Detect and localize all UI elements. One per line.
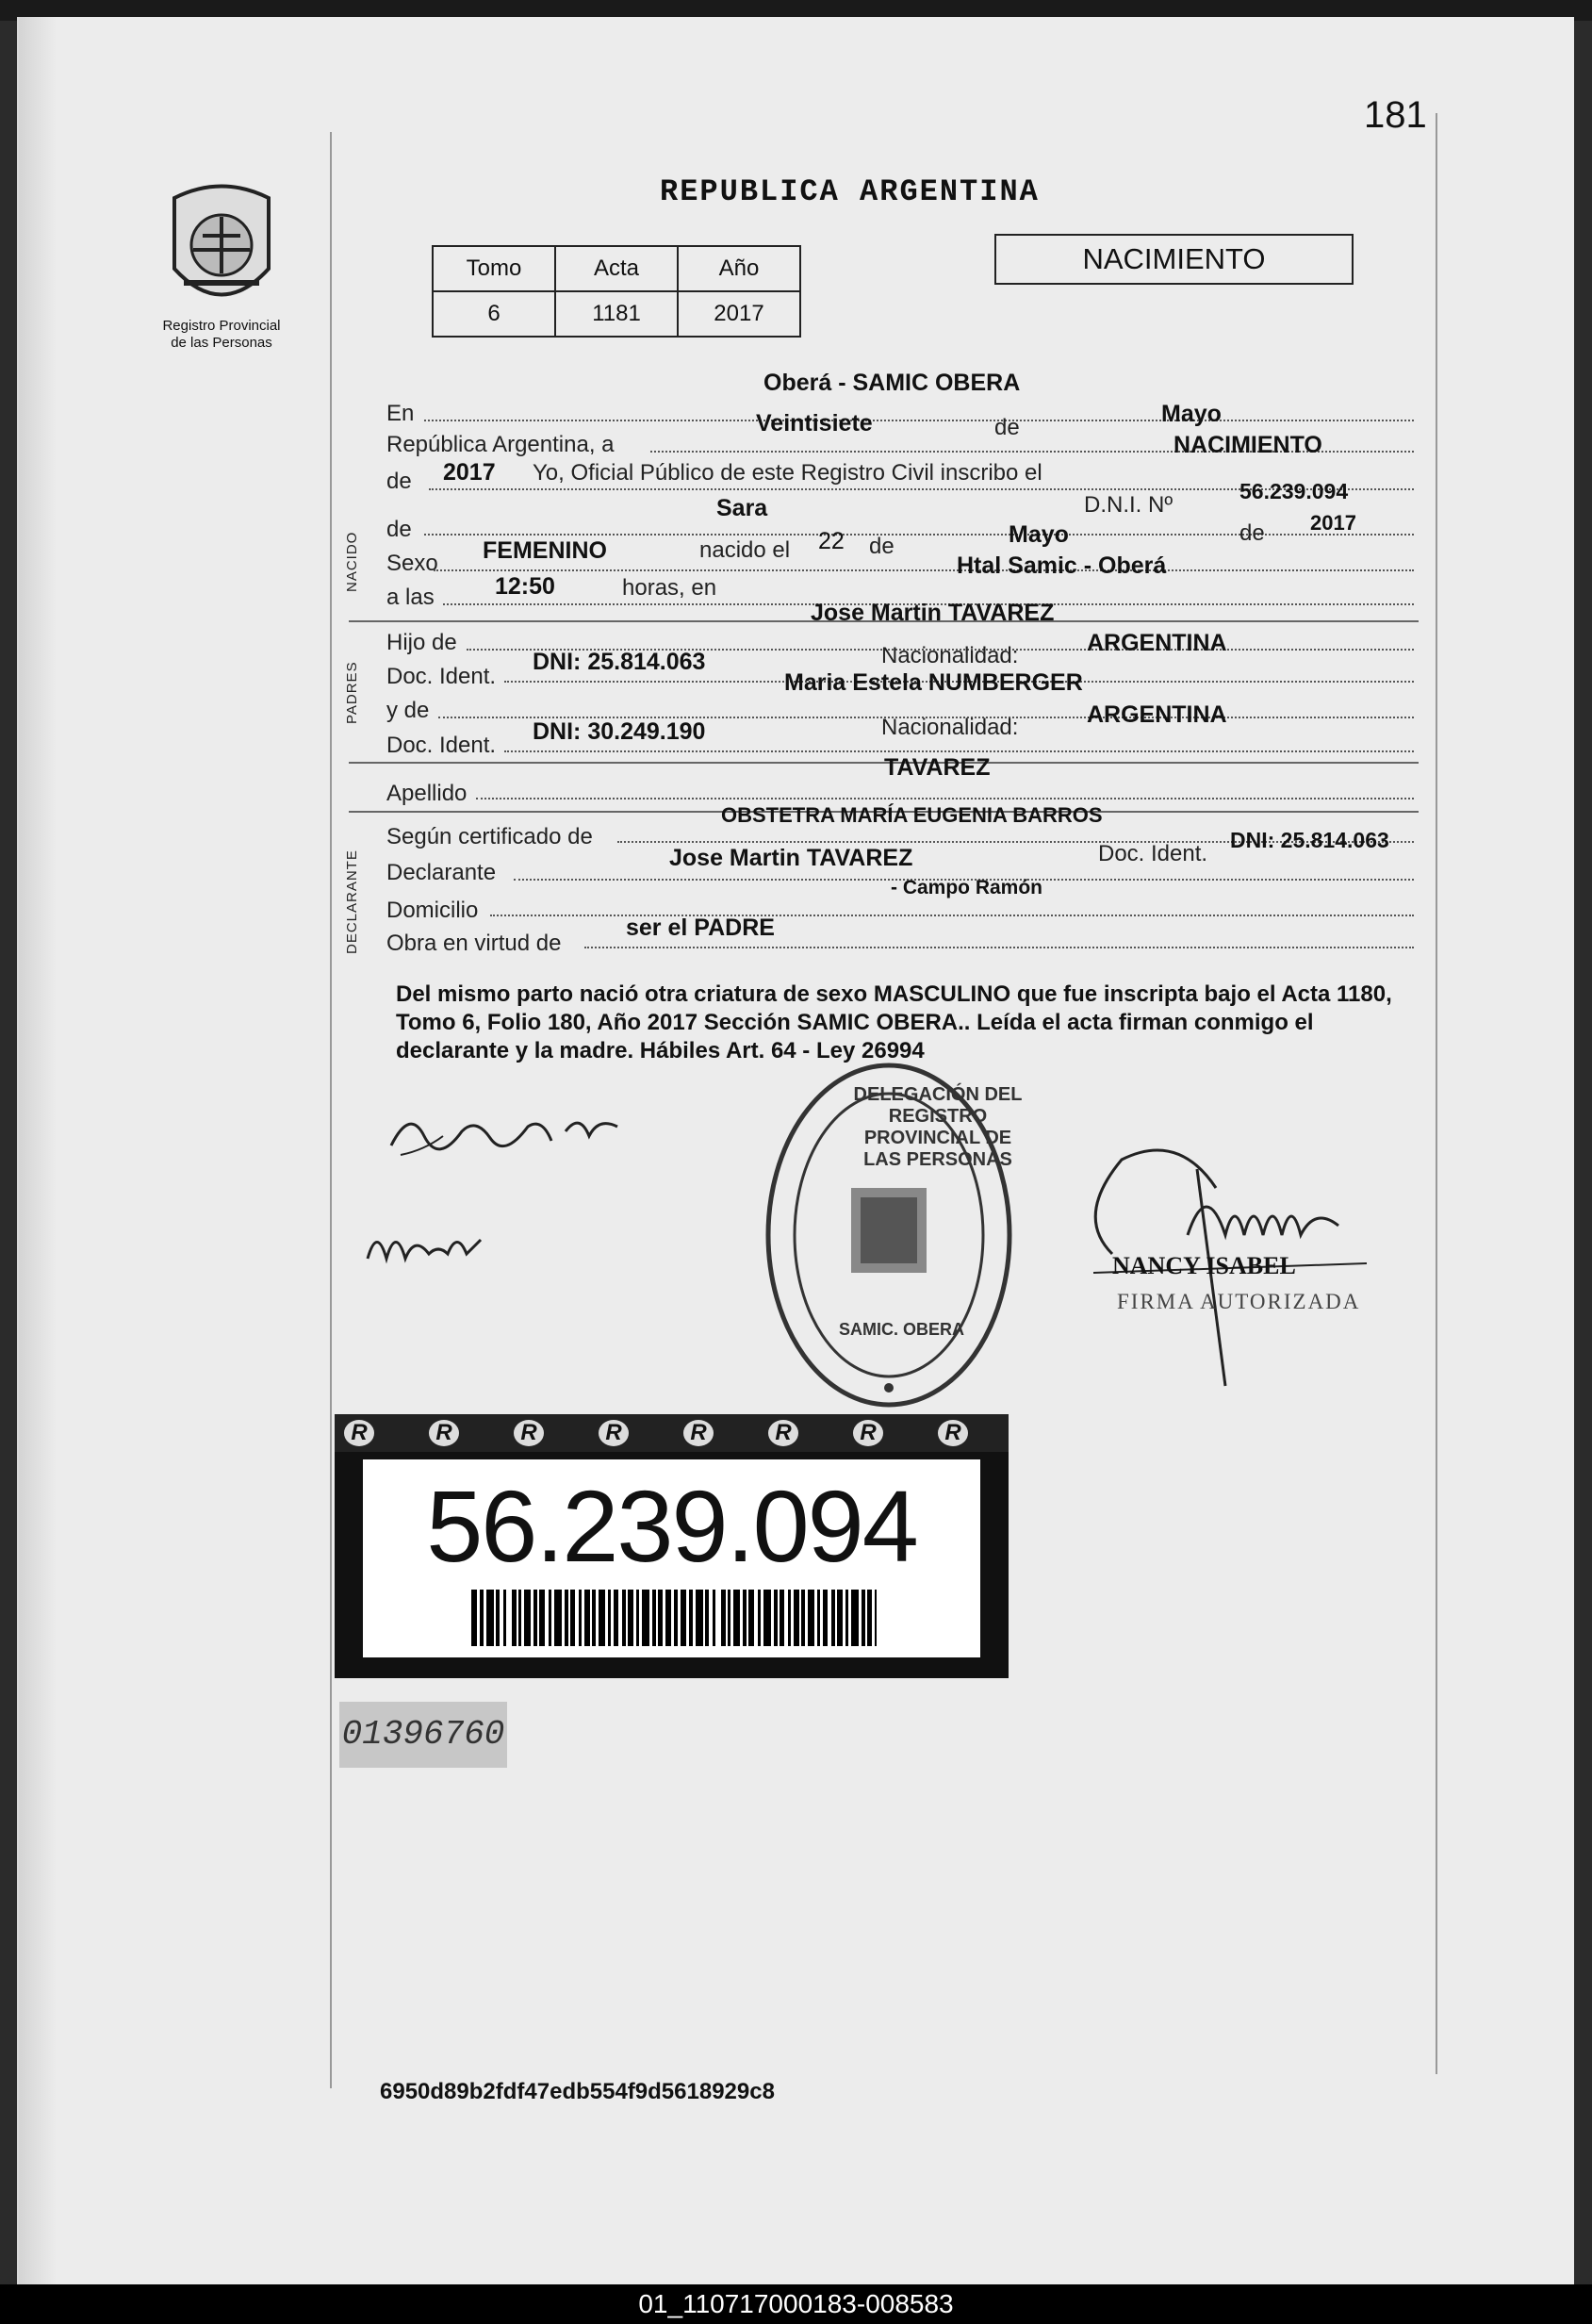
document-hash: 6950d89b2fdf47edb554f9d5618929c8 <box>380 2079 775 2104</box>
a-las-label: a las <box>386 585 435 610</box>
father-nationality: ARGENTINA <box>1087 630 1227 656</box>
birth-day: 22 <box>818 528 845 554</box>
r-mark: R <box>938 1420 968 1446</box>
birth-place: Htal Samic - Oberá <box>957 552 1167 579</box>
r-mark: R <box>768 1420 798 1446</box>
obra-value: ser el PADRE <box>626 915 775 941</box>
additional-note: Del mismo parto nació otra criatura de sexo MASCULINO que fue inscripta bajo el Acta 1180, Tomo 6, Folio 180, Año 2017 Sección SAMIC OBERA.. Leída el acta firman conmigo el declarante y la madre. Hábiles Art. 64 - Ley 26994 <box>396 981 1392 1063</box>
father-doc: DNI: 25.814.063 <box>533 649 706 675</box>
emblem-caption-line1: Registro Provincial <box>162 318 281 334</box>
birth-year: 2017 <box>1310 511 1356 535</box>
declarante-value: Jose Martin TAVAREZ <box>669 845 913 871</box>
declarante-doc-label: Doc. Ident. <box>1098 841 1208 866</box>
en-value: Oberá - SAMIC OBERA <box>763 370 1021 396</box>
country-title: REPUBLICA ARGENTINA <box>660 174 1040 209</box>
domicilio-label: Domicilio <box>386 898 479 923</box>
r-mark: R <box>853 1420 883 1446</box>
mother-doc: DNI: 30.249.190 <box>533 718 706 745</box>
register-table <box>432 245 801 338</box>
dotted-line <box>584 947 1414 948</box>
header-tomo: Tomo <box>433 246 555 291</box>
y-de-label: y de <box>386 698 430 723</box>
emblem-caption-line2: de las Personas <box>171 335 272 351</box>
control-number: 01396760 <box>339 1702 507 1768</box>
r-mark: R <box>344 1420 374 1446</box>
dotted-line <box>424 420 1414 421</box>
header-ano: Año <box>678 246 800 291</box>
declarante-label: Declarante <box>386 860 497 885</box>
mother-nationality: ARGENTINA <box>1087 701 1227 728</box>
page-shadow <box>19 17 57 2284</box>
signatory-name: NANCY ISABEL <box>1112 1252 1296 1279</box>
apellido-label: Apellido <box>386 781 468 806</box>
mother-name: Maria Estela NUMBERGER <box>784 669 1083 696</box>
footer-filename: 01_110717000183-008583 <box>0 2284 1592 2324</box>
time-value: 12:50 <box>495 573 555 600</box>
nacido-label: nacido el <box>699 537 791 563</box>
r-mark: R <box>599 1420 629 1446</box>
de-label-2: de <box>386 469 412 494</box>
day-words: Veintisiete <box>756 410 873 437</box>
header-acta: Acta <box>555 246 678 291</box>
father-nationality-label: Nacionalidad: <box>881 643 1019 668</box>
mother-nationality-label: Nacionalidad: <box>881 715 1019 740</box>
dni-label: D.N.I. Nº <box>1084 492 1173 518</box>
section-nacido-label: NACIDO <box>344 531 360 592</box>
emblem-caption <box>141 318 302 352</box>
barcode-icon <box>471 1590 877 1646</box>
father-name: Jose Martin TAVAREZ <box>811 600 1055 626</box>
month-value: Mayo <box>1161 401 1222 427</box>
act-value: NACIMIENTO <box>1173 432 1322 458</box>
dni-value: 56.239.094 <box>1239 479 1349 503</box>
surname-value: TAVAREZ <box>884 754 991 781</box>
domicilio-value: - Campo Ramón <box>891 877 1043 898</box>
obra-label: Obra en virtud de <box>386 931 562 956</box>
de-label-1: de <box>994 415 1020 440</box>
dotted-line <box>424 534 1414 536</box>
de-label-3: de <box>386 517 412 542</box>
value-acta: 1181 <box>555 291 678 337</box>
sexo-label: Sexo <box>386 551 438 576</box>
republica-label: República Argentina, a <box>386 432 615 457</box>
r-mark: R <box>429 1420 459 1446</box>
declarante-signature <box>363 1216 495 1273</box>
cert-value: OBSTETRA MARÍA EUGENIA BARROS <box>721 803 1103 827</box>
child-name: Sara <box>716 495 768 521</box>
authorized-signature <box>1056 1141 1395 1424</box>
de-label-5: de <box>1239 520 1265 546</box>
section-padres-label: PADRES <box>344 661 360 724</box>
declarante-doc: DNI: 25.814.063 <box>1230 828 1389 852</box>
de-label-4: de <box>869 534 894 559</box>
year-value: 2017 <box>443 459 496 486</box>
province-emblem-icon <box>165 179 278 321</box>
birth-month: Mayo <box>1009 521 1069 548</box>
page-number: 181 <box>1364 94 1427 136</box>
hijo-label: Hijo de <box>386 630 457 655</box>
act-type-box: NACIMIENTO <box>994 234 1354 285</box>
father-doc-label: Doc. Ident. <box>386 664 497 689</box>
left-margin-line <box>330 132 332 2088</box>
en-label: En <box>386 401 415 426</box>
dotted-line <box>504 750 1414 752</box>
stamp-text: DELEGACIÓN DEL REGISTRO PROVINCIAL DE LAS PERSONAS <box>853 1084 1023 1170</box>
r-mark: R <box>514 1420 544 1446</box>
mother-signature <box>386 1098 632 1164</box>
value-ano: 2017 <box>678 291 800 337</box>
sexo-value: FEMENINO <box>483 537 607 564</box>
yo-label: Yo, Oficial Público de este Registro Civil inscribo el <box>533 460 1042 486</box>
horas-label: horas, en <box>622 575 717 601</box>
barcode-label <box>335 1414 1009 1678</box>
value-tomo: 6 <box>433 291 555 337</box>
right-margin-line <box>1436 113 1437 2074</box>
cert-label: Según certificado de <box>386 824 593 849</box>
signatory-role: FIRMA AUTORIZADA <box>1117 1290 1361 1313</box>
barcode-number: 56.239.094 <box>426 1469 917 1583</box>
dotted-line <box>434 569 1414 571</box>
section-declarante-label: DECLARANTE <box>344 849 360 954</box>
barcode-panel <box>363 1459 980 1657</box>
stamp-bottom-text: SAMIC. OBERA <box>839 1320 965 1339</box>
r-mark: R <box>683 1420 714 1446</box>
mother-doc-label: Doc. Ident. <box>386 733 497 758</box>
dotted-line <box>476 798 1414 799</box>
security-strip <box>335 1414 1009 1452</box>
